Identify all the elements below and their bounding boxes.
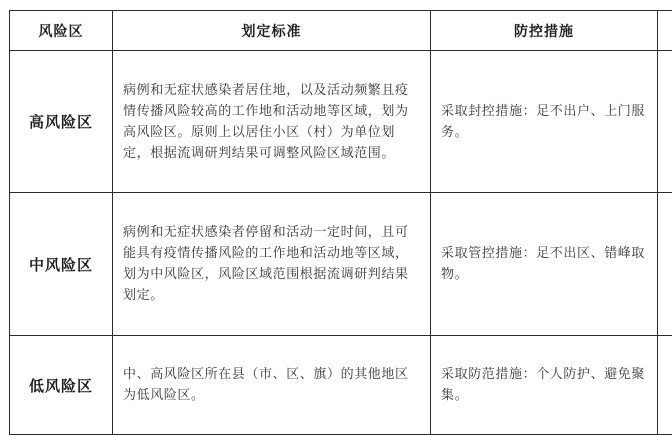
header-extra-cell [658, 11, 672, 51]
table-row-medium-risk [10, 193, 672, 336]
header-measures: 防控措施 [431, 11, 658, 51]
header-criteria: 划定标准 [113, 11, 431, 51]
zone-name-high: 高风险区 [10, 51, 113, 193]
table-row-low-risk [10, 336, 672, 435]
extra-cell-medium [658, 193, 672, 336]
extra-cell-low [658, 336, 672, 435]
measure-medium: 采取管控措施：足不出区、错峰取物。 [431, 193, 658, 336]
criteria-low: 中、高风险区所在县（市、区、旗）的其他地区为低风险区。 [113, 336, 431, 435]
zone-name-medium: 中风险区 [10, 193, 113, 336]
risk-zone-table [9, 10, 672, 435]
measure-high: 采取封控措施：足不出户、上门服务。 [431, 51, 658, 193]
table-row-high-risk [10, 51, 672, 193]
zone-name-low: 低风险区 [10, 336, 113, 435]
criteria-high: 病例和无症状感染者居住地，以及活动频繁且疫情传播风险较高的工作地和活动地等区域，划为高风险区。原则上以居住小区（村）为单位划定，根据流调研判结果可调整风险区域范围。 [113, 51, 431, 193]
header-row [10, 11, 672, 51]
extra-cell-high [658, 51, 672, 193]
criteria-medium: 病例和无症状感染者停留和活动一定时间，且可能具有疫情传播风险的工作地和活动地等区域，划为中风险区，风险区域范围根据流调研判结果划定。 [113, 193, 431, 336]
measure-low: 采取防范措施：个人防护、避免聚集。 [431, 336, 658, 435]
header-zone: 风险区 [10, 11, 113, 51]
